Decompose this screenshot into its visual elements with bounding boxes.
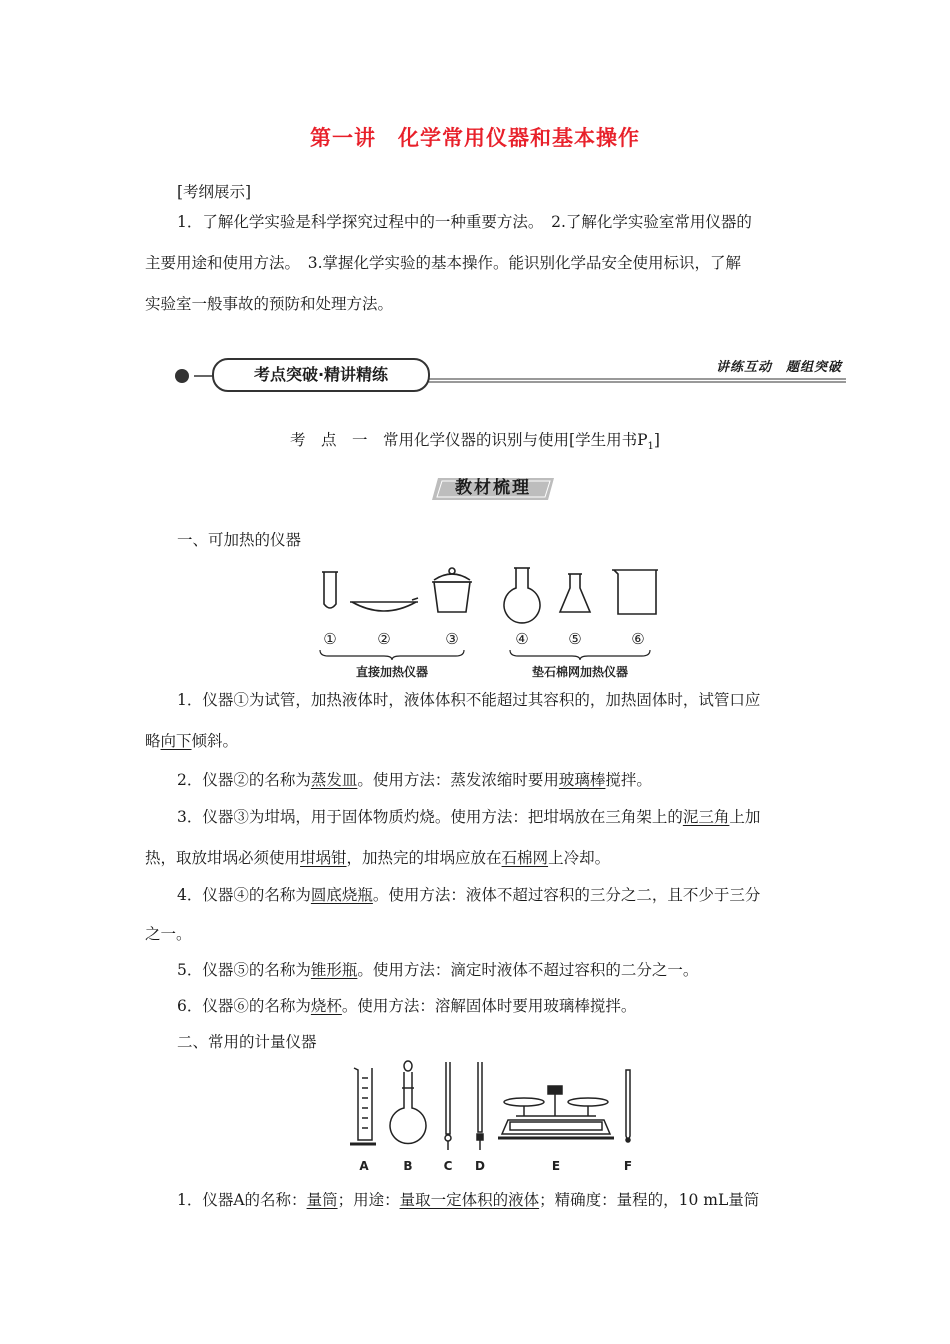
label-C: C	[443, 1159, 453, 1173]
label-A: A	[359, 1159, 369, 1173]
marker-1: ①	[323, 630, 337, 648]
round-bottom-flask-icon	[504, 568, 540, 623]
crucible-icon	[432, 568, 472, 612]
acid-burette-icon	[445, 1062, 451, 1150]
label-F: F	[623, 1159, 633, 1173]
base-burette-icon	[477, 1062, 483, 1150]
label-E: E	[551, 1159, 561, 1173]
outline-heading: [考纲展示]	[177, 183, 252, 201]
s1-p3-line1: 3．仪器③为坩埚，用于固体物质灼烧。使用方法：把坩埚放在三角架上的泥三角上加	[177, 808, 761, 826]
s1-p3-line2: 热，取放坩埚必须使用坩埚钳，加热完的坩埚应放在石棉网上冷却。	[145, 849, 611, 867]
group2-label: 垫石棉网加热仪器	[531, 665, 629, 679]
page-title: 第一讲 化学常用仪器和基本操作	[310, 126, 640, 150]
s2-p1: 1．仪器A的名称：量筒；用途：量取一定体积的液体；精确度：量程的，10 mL量筒	[177, 1191, 760, 1209]
measuring-instruments-figure	[340, 1058, 640, 1176]
heatable-instruments-figure	[300, 562, 680, 680]
label-B: B	[403, 1159, 413, 1173]
marker-6: ⑥	[631, 630, 645, 648]
outline-line-3: 实验室一般事故的预防和处理方法。	[145, 295, 394, 313]
marker-3: ③	[445, 630, 459, 648]
s1-p5: 5．仪器⑤的名称为锥形瓶。使用方法：滴定时液体不超过容积的二分之一。	[177, 961, 699, 979]
outline-line-1: 1．了解化学实验是科学探究过程中的一种重要方法。 2.了解化学实验室常用仪器的	[177, 213, 752, 231]
s1-p4-line1: 4．仪器④的名称为圆底烧瓶。使用方法：液体不超过容积的三分之二，且不少于三分	[177, 886, 761, 904]
marker-5: ⑤	[568, 630, 582, 648]
s1-p4-line2: 之一。	[145, 925, 192, 943]
s1-p1-line1: 1．仪器①为试管，加热液体时，液体体积不能超过其容积的，加热固体时，试管口应	[177, 691, 761, 709]
marker-2: ②	[377, 630, 391, 648]
beaker-icon	[612, 570, 658, 614]
outline-line-2: 主要用途和使用方法。 3.掌握化学实验的基本操作。能识别化学品安全使用标识，了解	[145, 254, 742, 272]
ribbon-heading: 教材梳理	[432, 474, 554, 502]
banner-title: 考点突破·精讲精练	[212, 358, 430, 392]
balance-icon	[498, 1086, 614, 1138]
s1-p1-line2: 略向下倾斜。	[145, 732, 239, 750]
label-D: D	[475, 1159, 485, 1173]
kaodian-heading: 考 点 一 常用化学仪器的识别与使用[学生用书$P_1$]	[290, 431, 660, 453]
thermometer-icon	[626, 1070, 630, 1142]
banner-subtitle: 讲练互动 题组突破	[715, 360, 842, 375]
s1-p2: 2．仪器②的名称为蒸发皿。使用方法：蒸发浓缩时要用玻璃棒搅拌。	[177, 771, 652, 789]
evaporating-dish-icon	[350, 598, 418, 611]
group1-label: 直接加热仪器	[355, 665, 429, 679]
s1-p6: 6．仪器⑥的名称为烧杯。使用方法：溶解固体时要用玻璃棒搅拌。	[177, 997, 637, 1015]
conical-flask-icon	[560, 574, 590, 612]
test-tube-icon	[322, 572, 338, 608]
section1-heading: 一、可加热的仪器	[177, 531, 302, 549]
section2-heading: 二、常用的计量仪器	[177, 1033, 317, 1051]
section-banner	[170, 354, 850, 394]
marker-4: ④	[515, 630, 529, 648]
volumetric-flask-icon	[390, 1061, 426, 1144]
graduated-cylinder-icon	[350, 1068, 376, 1144]
